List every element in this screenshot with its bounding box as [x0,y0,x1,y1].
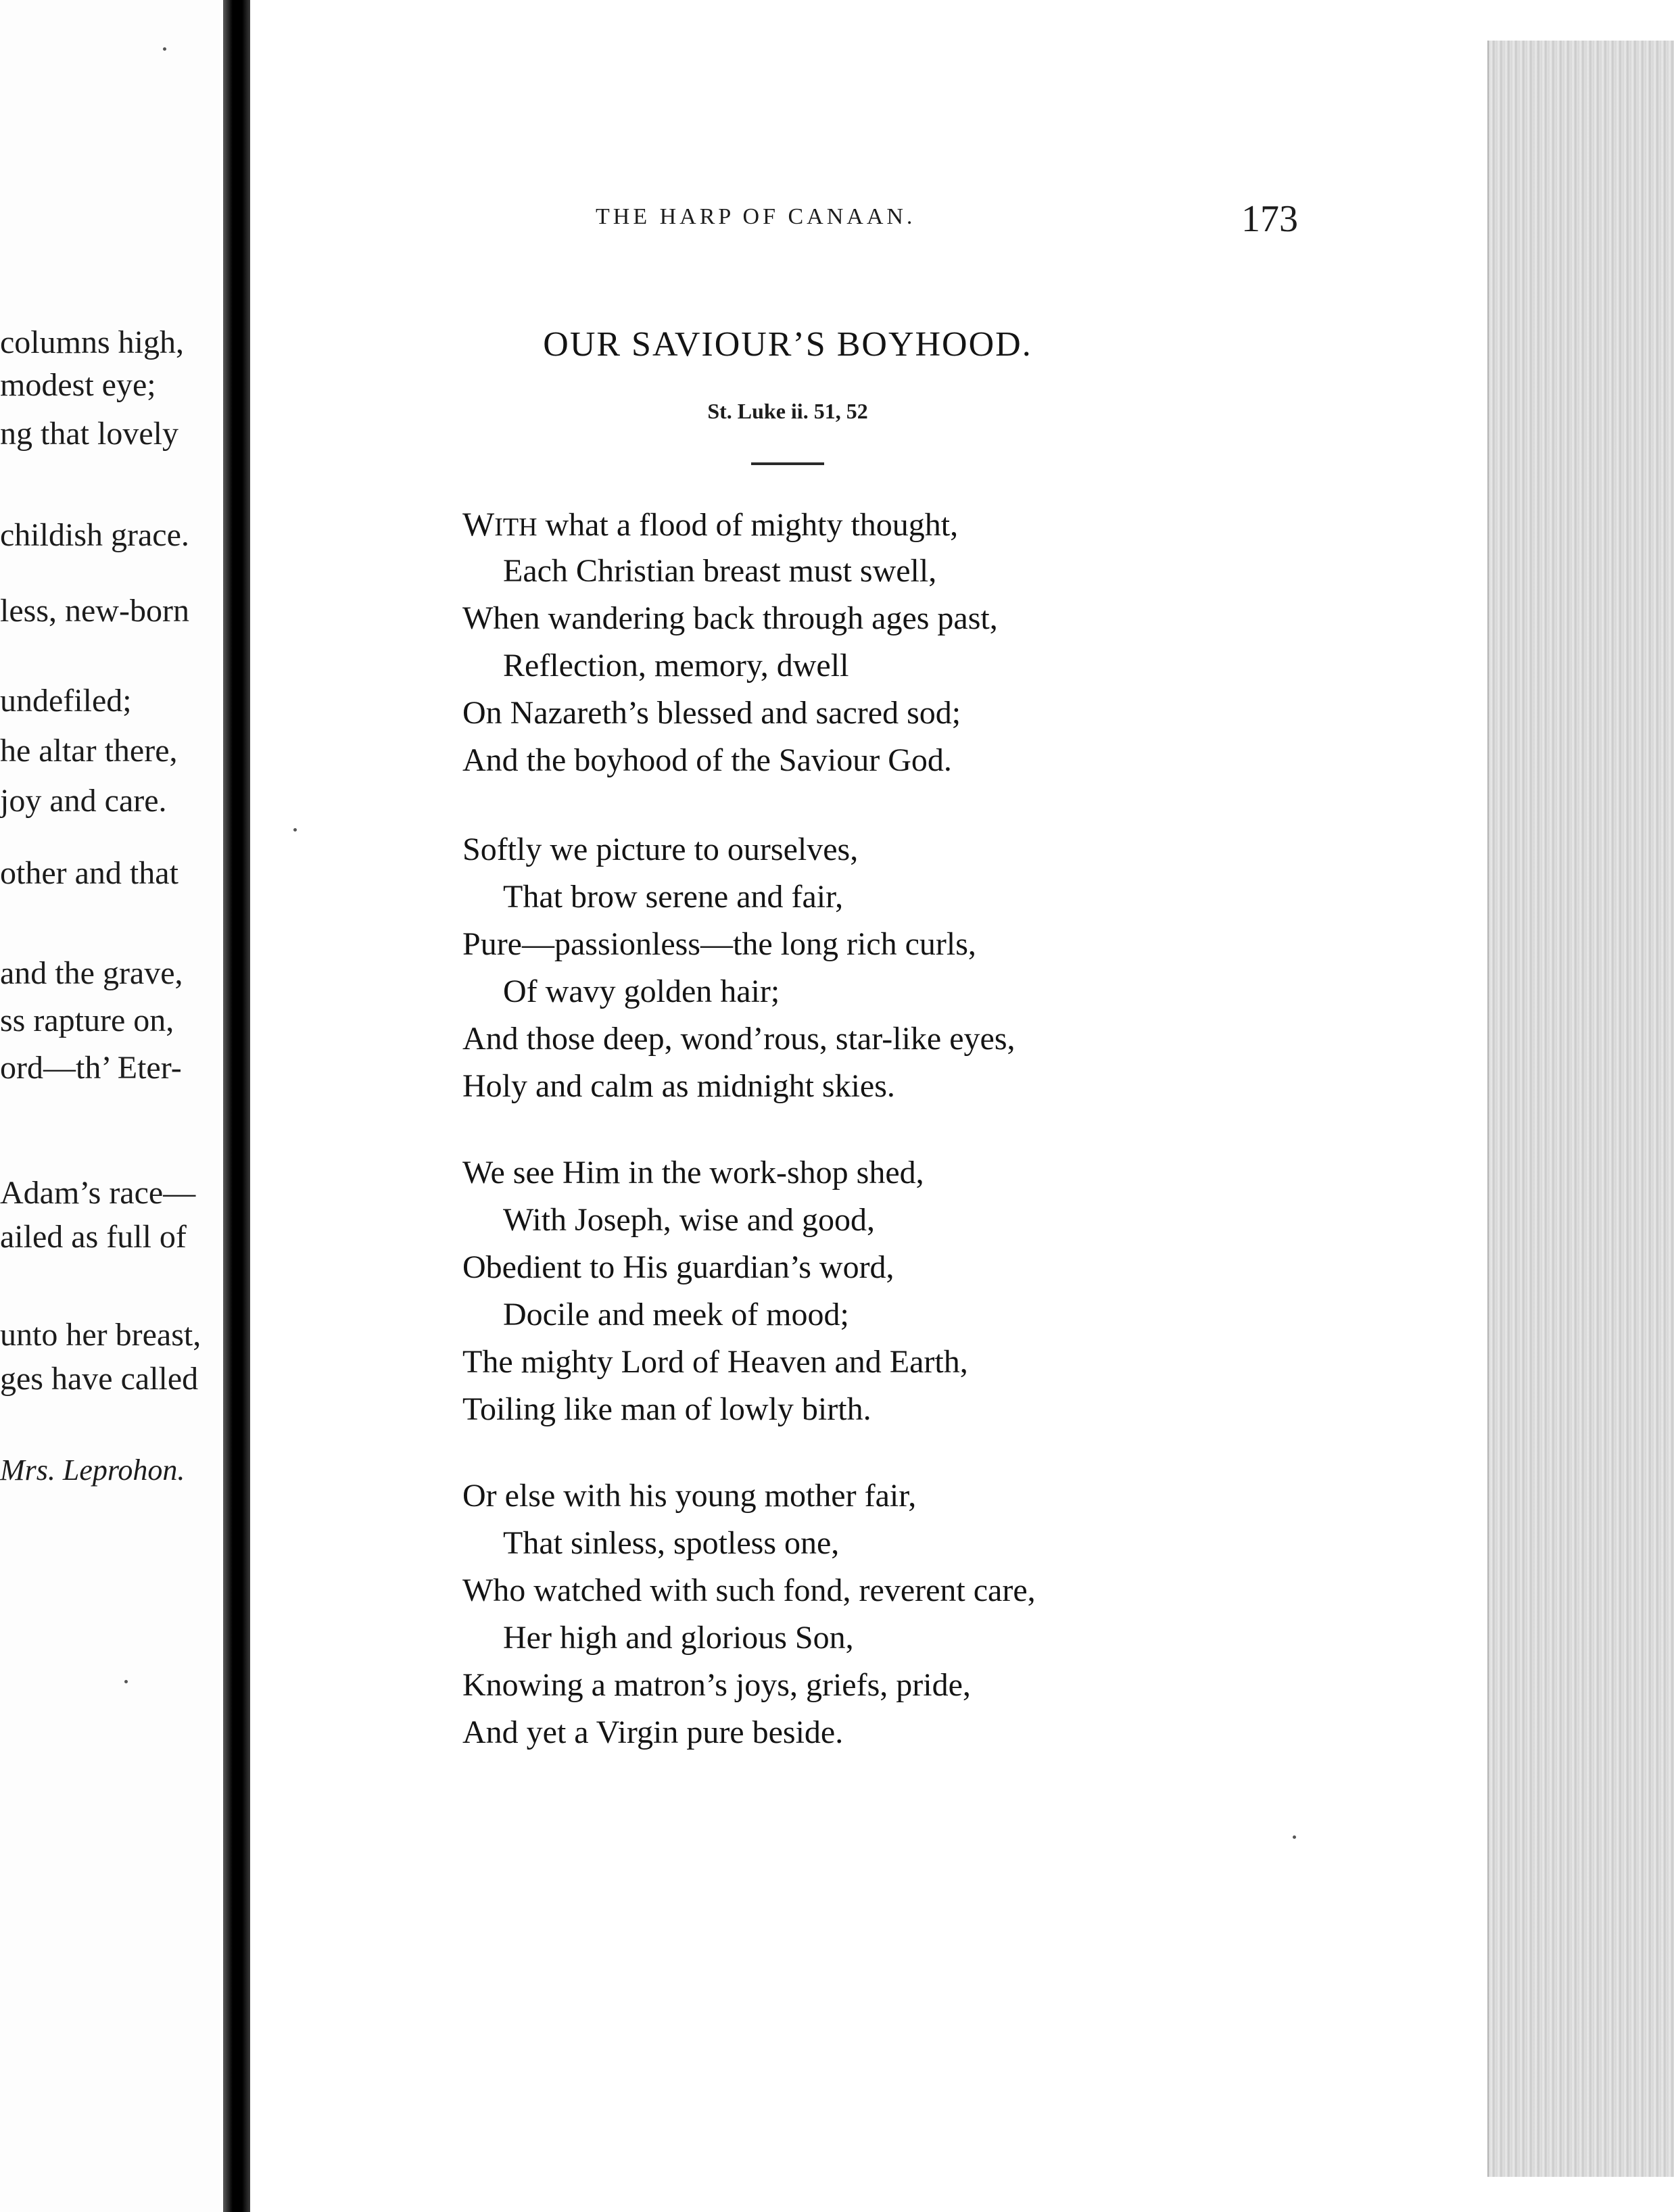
verse-line: Pure—passionless—the long rich curls, [462,926,976,962]
left-page-line: other and that [0,855,178,891]
verse-line: That brow serene and fair, [503,879,844,915]
left-page-line: ss rapture on, [0,1003,174,1038]
verse-line: And those deep, wond’rous, star-like eyes, [462,1021,1015,1057]
verse-line: Knowing a matron’s joys, griefs, pride, [462,1667,971,1703]
verse-line: Reflection, memory, dwell [503,648,849,683]
small-caps-word: ITH [494,513,537,542]
verse-line: Her high and glorious Son, [503,1620,854,1656]
dust-speck [163,47,166,51]
page-number: 173 [1241,198,1298,240]
dust-speck [293,828,297,832]
verse-line: Or else with his young mother fair, [462,1478,917,1514]
verse-line: That sinless, spotless one, [503,1525,840,1561]
title-rule [751,462,824,465]
verse-line-text: what a flood of mighty thought, [537,507,959,543]
left-page-line: Adam’s race— [0,1175,196,1211]
dust-speck [124,1680,128,1683]
left-page-line: joy and care. [0,783,167,819]
left-page-line: he altar there, [0,733,178,769]
left-page-line: ng that lovely [0,416,178,452]
left-page-line: less, new-born [0,593,189,629]
left-page-line: and the grave, [0,955,183,991]
verse-line: Docile and meek of mood; [503,1297,849,1332]
left-page-line: ailed as full of [0,1219,187,1255]
verse-line: And the boyhood of the Saviour God. [462,742,952,778]
left-page-line: childish grace. [0,517,189,553]
verse-line: With Joseph, wise and good, [503,1202,876,1238]
poem-title: OUR SAVIOUR’S BOYHOOD. [543,325,1032,364]
verse-line: When wandering back through ages past, [462,600,998,636]
verse-line: On Nazareth’s blessed and sacred sod; [462,695,961,731]
verse-line-first [462,500,958,551]
scripture-reference: St. Luke ii. 51, 52 [707,399,868,423]
verse-line: The mighty Lord of Heaven and Earth, [462,1344,968,1380]
left-page-line: ges have called [0,1361,199,1397]
verse-line: Each Christian breast must swell, [503,553,937,589]
dust-speck [1293,1835,1296,1839]
author-signature: Mrs. Leprohon. [0,1453,185,1487]
drop-initial: W [462,505,495,543]
left-page-line: columns high, [0,324,184,360]
verse-line: Toiling like man of lowly birth. [462,1391,871,1427]
verse-line: Obedient to His guardian’s word, [462,1249,894,1285]
verse-line: Softly we picture to ourselves, [462,832,859,867]
verse-line: Of wavy golden hair; [503,973,780,1009]
verse-line: Who watched with such fond, reverent care, [462,1572,1036,1608]
left-page-line: modest eye; [0,367,156,403]
verse-line: And yet a Virgin pure beside. [462,1714,844,1750]
left-page-line: undefiled; [0,683,132,719]
running-head: THE HARP OF CANAAN. [596,204,916,229]
verse-line: We see Him in the work-shop shed, [462,1155,924,1191]
left-page-line: ord—th’ Eter- [0,1050,182,1086]
verse-line: Holy and calm as midnight skies. [462,1068,895,1104]
left-page-line: unto her breast, [0,1317,201,1353]
